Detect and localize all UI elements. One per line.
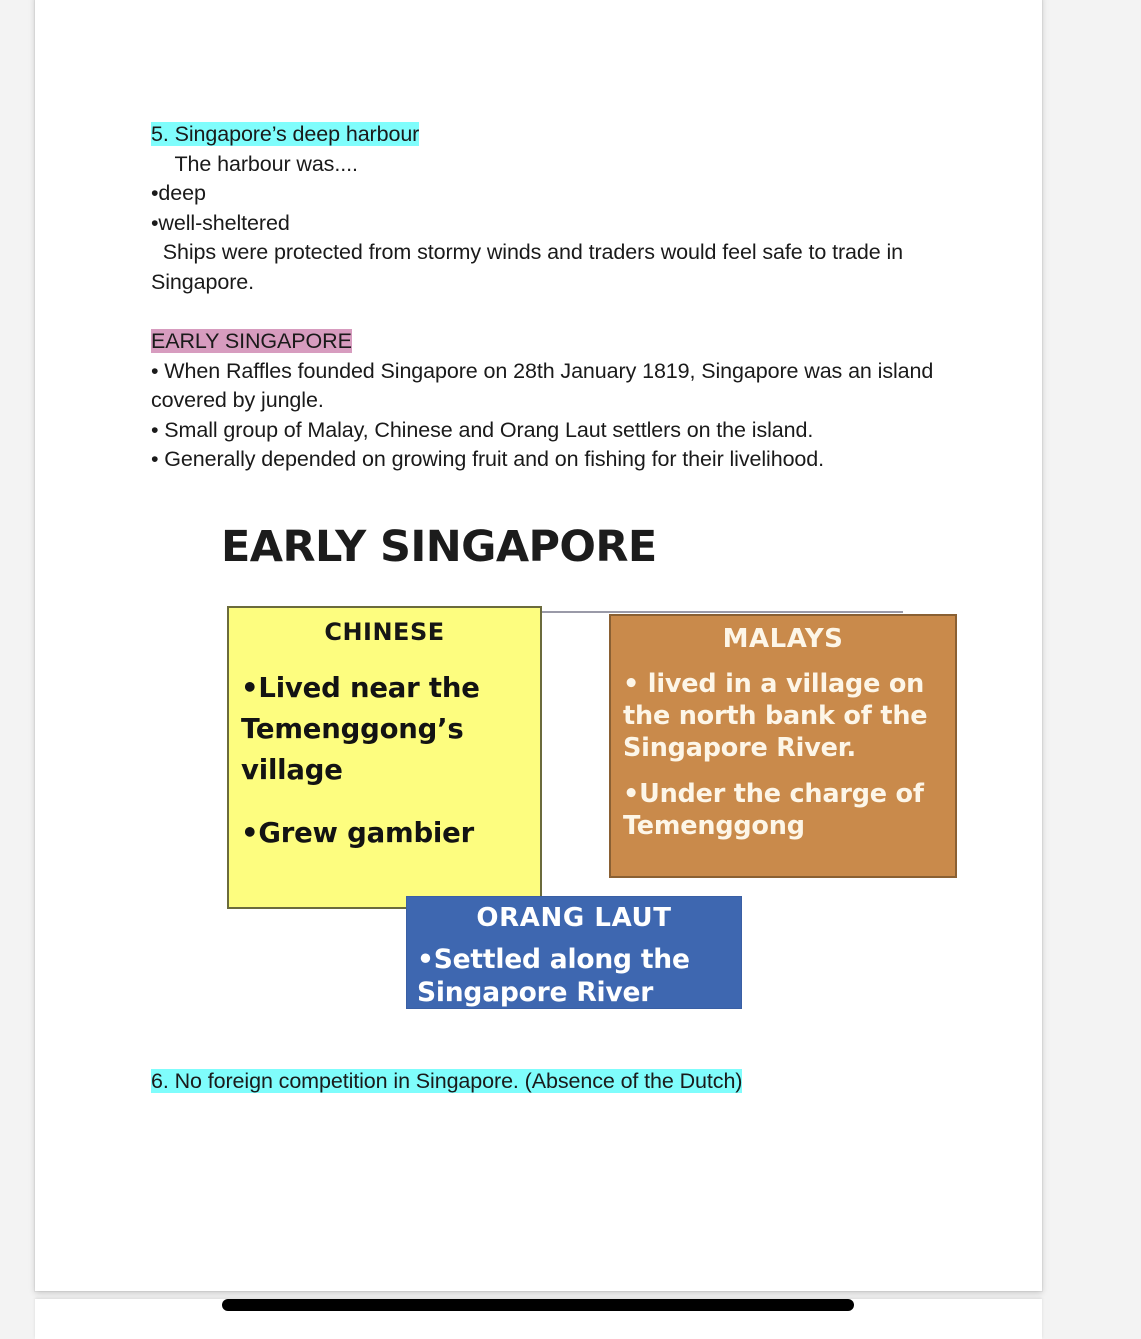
- section-5-heading-line: [151, 120, 951, 150]
- diagram-title: EARLY SINGAPORE: [221, 522, 657, 572]
- early-singapore-bullet-3: • Generally depended on growing fruit and on fishing for their livelihood.: [151, 447, 825, 471]
- section-5-bullet-well-sheltered: •well-sheltered: [151, 210, 290, 235]
- section-5-lead: The harbour was....: [151, 151, 358, 176]
- early-singapore-bullet-2: • Small group of Malay, Chinese and Orang Laut settlers on the island.: [151, 417, 814, 442]
- paragraph-spacer: [151, 297, 951, 327]
- diagram-box-orang-laut-title: ORANG LAUT: [476, 903, 672, 933]
- diagram-box-chinese-item-2: •Grew gambier: [241, 817, 474, 849]
- home-indicator[interactable]: [222, 1299, 854, 1311]
- early-singapore-diagram: [221, 522, 981, 1022]
- diagram-box-malays-item-1: • lived in a village on the north bank of the Singapore River.: [623, 669, 928, 763]
- diagram-connector-line: [538, 611, 903, 613]
- section-5-bullet-deep: •deep: [151, 181, 206, 205]
- diagram-box-chinese-title: CHINESE: [324, 618, 445, 646]
- document-text-bottom: [151, 1067, 951, 1097]
- document-text-body: [151, 120, 951, 475]
- spacer: [623, 764, 943, 778]
- diagram-box-orang-laut: [406, 896, 742, 1009]
- spacer: [241, 791, 528, 813]
- diagram-box-malays-title: MALAYS: [722, 624, 844, 654]
- diagram-box-orang-laut-item-1: •Settled along the Singapore River: [417, 944, 690, 1008]
- section-6-heading: 6. No foreign competition in Singapore. (Absence of the Dutch): [151, 1069, 743, 1093]
- diagram-box-malays-item-2: •Under the charge of Temenggong: [623, 779, 924, 841]
- early-singapore-bullet-1: • When Raffles founded Singapore on 28th January 1819, Singapore was an island covered by jungle.: [151, 358, 940, 412]
- early-singapore-heading: EARLY SINGAPORE: [151, 329, 352, 353]
- section-6-heading-line: [151, 1067, 951, 1097]
- early-singapore-heading-line: [151, 327, 951, 357]
- diagram-box-chinese: [227, 606, 542, 909]
- diagram-box-chinese-item-1: •Lived near the Temenggong’s village: [241, 672, 480, 786]
- section-5-closing: Ships were protected from stormy winds and traders would feel safe to trade in Singapore.: [151, 240, 909, 294]
- section-5-heading: 5. Singapore’s deep harbour: [151, 122, 420, 146]
- document-page: [35, 0, 1042, 1291]
- diagram-box-malays: [609, 614, 957, 878]
